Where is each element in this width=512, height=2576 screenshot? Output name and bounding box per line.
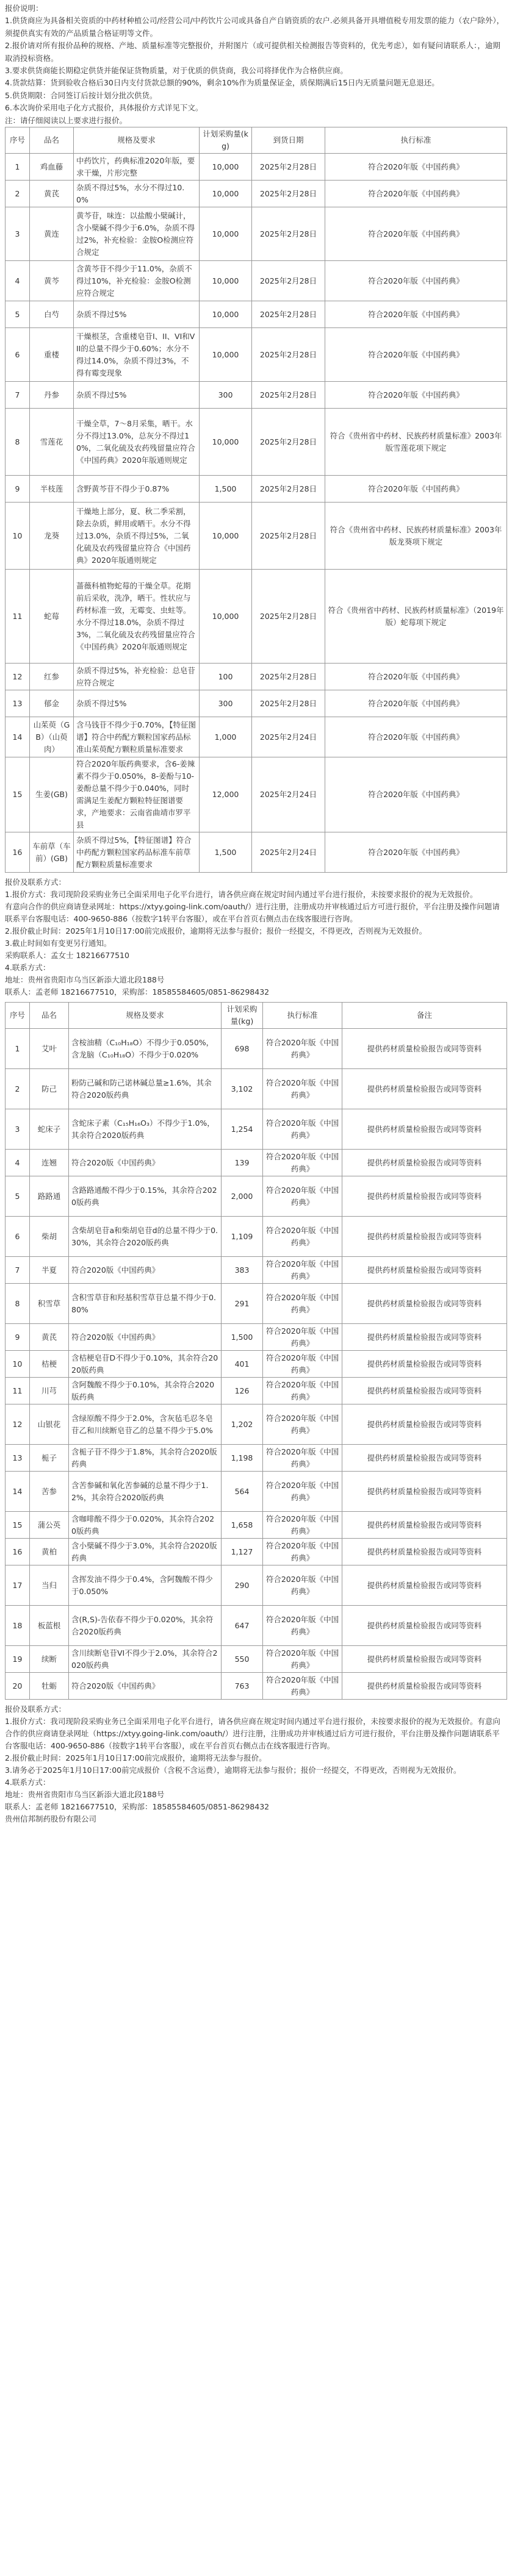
section-line: 3.请务必于2025年1月10日17:00前完成报价（含税不含运费），逾期将无法参与报价；报价一经提交，不得更改，否则视为无效报价。 [5, 1766, 461, 1775]
table-cell: 1,000 [200, 717, 252, 757]
table-cell: 符合2020年版《中国药典》 [325, 301, 507, 328]
table-cell: 符合2020年版《中国药典》 [325, 207, 507, 261]
table-cell: 符合2020年版《中国药典》 [325, 832, 507, 873]
table-cell: 6 [5, 328, 30, 382]
table-row [5, 1445, 507, 1472]
table-cell: 符合2020年版《中国药典》 [325, 382, 507, 409]
col-header-standard: 执行标准 [263, 1003, 342, 1029]
table-cell: 雪莲花 [30, 409, 74, 476]
table-cell: 763 [222, 1673, 263, 1700]
table-cell: 3 [5, 207, 30, 261]
table-row [5, 409, 507, 476]
col-header-index: 序号 [5, 127, 30, 154]
table-cell: 符合2020版《中国药典》 [69, 1673, 222, 1700]
table-cell: 1,500 [222, 1324, 263, 1351]
section-line: 采购联系人：孟女士 18216677510 [5, 951, 129, 961]
table-cell: 11 [5, 570, 30, 664]
table-cell: 含柴胡皂苷a和柴胡皂苷d的总量不得少于0.30%，其余符合2020版药典 [69, 1217, 222, 1257]
table-cell: 1,254 [222, 1109, 263, 1150]
table-cell: 牡蛎 [30, 1673, 69, 1700]
table-cell: 4 [5, 1150, 30, 1176]
table-cell: 12,000 [200, 757, 252, 832]
table-cell: 564 [222, 1472, 263, 1512]
quote-contact-section-1 [5, 876, 507, 998]
table-cell: 1,198 [222, 1445, 263, 1472]
table-row [5, 1472, 507, 1512]
table-row [5, 1284, 507, 1324]
table-cell: 13 [5, 690, 30, 717]
table-cell: 含咖啡酸不得少于0.020%，其余符合2020版药典 [69, 1512, 222, 1539]
table-cell: 100 [200, 664, 252, 690]
table-cell: 290 [222, 1565, 263, 1606]
table-row [5, 207, 507, 261]
section-line: 地址：贵州省贵阳市乌当区新添大道北段188号 [5, 1790, 165, 1800]
table-cell: 2025年2月28日 [252, 476, 325, 503]
table-cell: 符合2020年版《中国药典》 [325, 664, 507, 690]
table-row [5, 301, 507, 328]
table-cell: 提供药材质量检验报告或同等资料 [342, 1646, 507, 1673]
col-header-remark: 备注 [342, 1003, 507, 1029]
table-cell: 提供药材质量检验报告或同等资料 [342, 1284, 507, 1324]
table-cell: 提供药材质量检验报告或同等资料 [342, 1565, 507, 1606]
section-line: 2.报价截止时间：2025年1月10日17:00前完成报价，逾期将无法参与报价；报价一经提交，不得更改，否则视为无效报价。 [5, 926, 427, 936]
table-cell: 含积雪草苷和羟基积雪草苷总量不得少于0.80% [69, 1284, 222, 1324]
table-row [5, 476, 507, 503]
table-cell: 17 [5, 1565, 30, 1606]
table-cell: 含野黄芩苷不得少于0.87% [74, 476, 200, 503]
col-header-spec: 规格及要求 [74, 127, 200, 154]
table-cell: 2025年2月24日 [252, 717, 325, 757]
note-line: 5.供货期限：合同签订后按计划分批次供货。 [5, 90, 157, 100]
table-cell: 2025年2月28日 [252, 328, 325, 382]
section-line: 3.截止时间如有变更另行通知。 [5, 939, 112, 948]
table-cell: 半夏 [30, 1257, 69, 1284]
table-cell: 符合2020年版《中国药典》 [263, 1029, 342, 1069]
section-line: 2.报价截止时间：2025年1月10日17:00前完成报价，逾期将无法参与报价。 [5, 1753, 267, 1763]
table-row [5, 570, 507, 664]
table-cell: 符合2020年版《中国药典》 [325, 154, 507, 181]
table-cell: 383 [222, 1257, 263, 1284]
note-line: 6.本次询价采用电子化方式报价，具体报价方式详见下文。 [5, 103, 203, 113]
table-cell: 艾叶 [30, 1029, 69, 1069]
table-row [5, 1565, 507, 1606]
table-cell: 10,000 [200, 261, 252, 301]
table-cell: 符合2020年版《中国药典》 [263, 1565, 342, 1606]
table-cell: 8 [5, 1284, 30, 1324]
table-row [5, 1646, 507, 1673]
table-row [5, 328, 507, 382]
table-cell: 1,500 [200, 832, 252, 873]
table-cell: 1 [5, 1029, 30, 1069]
table-cell: 符合2020年版《中国药典》 [263, 1150, 342, 1176]
table-cell: 鸡血藤 [30, 154, 74, 181]
table-cell: 含路路通酸不得少于0.15%，其余符合2020版药典 [69, 1176, 222, 1217]
table-cell: 401 [222, 1351, 263, 1378]
table-row [5, 1176, 507, 1217]
table-cell: 18 [5, 1606, 30, 1646]
table-cell: 2025年2月28日 [252, 181, 325, 207]
note-line: 3.要求供货商能长期稳定供货并能保证货物质量，对于优质的供货商，我公司将择优作为合格供应商。 [5, 66, 348, 76]
quote-contact-section-2 [5, 1703, 507, 1825]
table-cell: 连翘 [30, 1150, 69, 1176]
table-cell: 10,000 [200, 301, 252, 328]
table-cell: 山茱萸（GB）（山萸肉） [30, 717, 74, 757]
section-line: 1.报价方式：我司现阶段采购业务已全面采用电子化平台进行，请各供应商在规定时间内通过平台进行报价，未按要求报价的视为无效报价。有意向合作的供应商请登录网址（https://xtyy.going-link.com/oauth/）进行注册，注册成功并审核通过后方可进行报价，平台注册及操作问题请联系平台客服电话：400-9650-886（按数字1转平台客服），或在平台首页右侧点击在线客服进行咨询。 [5, 1717, 500, 1751]
table-cell: 2025年2月28日 [252, 409, 325, 476]
table-cell: 提供药材质量检验报告或同等资料 [342, 1673, 507, 1700]
section-line: 4.联系方式： [5, 1778, 51, 1787]
table-cell: 符合2020年版《中国药典》 [263, 1404, 342, 1445]
table-cell: 提供药材质量检验报告或同等资料 [342, 1512, 507, 1539]
table-cell: 6 [5, 1217, 30, 1257]
table-cell: 龙葵 [30, 503, 74, 570]
table-header-row [5, 1003, 507, 1029]
table-cell: 含阿魏酸不得少于0.10%，其余符合2020版药典 [69, 1378, 222, 1404]
table-cell: 符合2020版《中国药典》 [69, 1324, 222, 1351]
table-cell: 半枝莲 [30, 476, 74, 503]
col-header-standard: 执行标准 [325, 127, 507, 154]
table-row [5, 1673, 507, 1700]
table-cell: 1,202 [222, 1404, 263, 1445]
section-line: 地址：贵州省贵阳市乌当区新添大道北段188号 [5, 975, 165, 985]
table-cell: 蒲公英 [30, 1512, 69, 1539]
table-cell: 黄芩 [30, 261, 74, 301]
table-cell: 符合2020年版《中国药典》 [263, 1069, 342, 1109]
table-cell: 黄柏 [30, 1539, 69, 1565]
table-cell: 符合2020年版《中国药典》 [325, 261, 507, 301]
table-cell: 含(R,S)-告依春不得少于0.020%，其余符合2020版药典 [69, 1606, 222, 1646]
section-line: 有意向合作的供应商请登录网址：https://xtyy.going-link.com/oauth/）进行注册，注册成功并审核通过后方可进行报价，平台注册及操作问题请联系平台客服电话：400-9650-886（按数字1转平台客服），或在平台首页右侧点击在线客服进行咨询。 [5, 902, 500, 924]
table-cell: 4 [5, 261, 30, 301]
table-cell: 1 [5, 154, 30, 181]
section-line: 联系人：孟老师 18216677510，采购部：18585584605/0851-86298432 [5, 1802, 270, 1812]
table-cell: 粉防己碱和防己诺林碱总量≥1.6%，其余符合2020版药典 [69, 1069, 222, 1109]
table-cell: 符合2020年版《中国药典》 [325, 717, 507, 757]
quotation-notes [5, 2, 507, 127]
table-cell: 14 [5, 717, 30, 757]
table-row [5, 1324, 507, 1351]
table-cell: 杂质不得过5% [74, 690, 200, 717]
table-cell: 3,102 [222, 1069, 263, 1109]
table-cell: 黄连 [30, 207, 74, 261]
table-row [5, 1109, 507, 1150]
table-cell: 当归 [30, 1565, 69, 1606]
table-cell: 5 [5, 301, 30, 328]
procurement-table-1 [5, 127, 507, 873]
notes-heading: 报价说明： [5, 4, 43, 13]
table-cell: 647 [222, 1606, 263, 1646]
table-cell: 杂质不得过5% [74, 301, 200, 328]
table-cell: 符合2020年版《中国药典》 [325, 476, 507, 503]
table-cell: 含小檗碱不得少于3.0%，其余符合2020版药典 [69, 1539, 222, 1565]
table-cell: 板蓝根 [30, 1606, 69, 1646]
table-cell: 符合2020年版《中国药典》 [263, 1512, 342, 1539]
section-line: 1.报价方式：我司现阶段采购业务已全面采用电子化平台进行，请各供应商在规定时间内通过平台进行报价，未按要求报价的视为无效报价。 [5, 890, 478, 900]
table-cell: 含蛇床子素（C₁₅H₁₆O₃）不得少于1.0%，其余符合2020版药典 [69, 1109, 222, 1150]
table-cell: 2025年2月28日 [252, 301, 325, 328]
table-cell: 10 [5, 503, 30, 570]
table-cell: 含绿原酸不得少于2.0%，含灰毡毛忍冬皂苷乙和川续断皂苷乙的总量不得少于5.0% [69, 1404, 222, 1445]
section-line: 联系人：孟老师 18216677510，采购部：18585584605/0851-86298432 [5, 987, 270, 997]
table-cell: 1,658 [222, 1512, 263, 1539]
table-cell: 杂质不得过5%，【特征图谱】符合中药配方颗粒国家药品标准车前草配方颗粒质量标准要求 [74, 832, 200, 873]
table-cell: 符合2020年版药典要求，含6-姜辣素不得少于0.050%，8-姜酚与10-姜酚总量不得少于0.040%，同时需满足生姜配方颗粒特征图谱要求，产地要求：云南省曲靖市罗平县 [74, 757, 200, 832]
procurement-table-2 [5, 1002, 507, 1700]
table-cell: 符合2020年版《中国药典》 [263, 1673, 342, 1700]
col-header-name: 品名 [30, 127, 74, 154]
table-cell: 10,000 [200, 154, 252, 181]
table-cell: 提供药材质量检验报告或同等资料 [342, 1150, 507, 1176]
table-cell: 栀子 [30, 1445, 69, 1472]
table-cell: 10,000 [200, 570, 252, 664]
table-cell: 含桉油精（C₁₀H₁₈O）不得少于0.050%，含龙脑（C₁₀H₁₈O）不得少于0.020% [69, 1029, 222, 1069]
table-cell: 符合2020年版《中国药典》 [263, 1472, 342, 1512]
table-cell: 1,500 [200, 476, 252, 503]
table-cell: 符合2020年版《中国药典》 [263, 1324, 342, 1351]
table-cell: 含栀子苷不得少于1.8%，其余符合2020版药典 [69, 1445, 222, 1472]
table-cell: 郁金 [30, 690, 74, 717]
table-cell: 12 [5, 1404, 30, 1445]
table-row [5, 154, 507, 181]
table-cell: 提供药材质量检验报告或同等资料 [342, 1378, 507, 1404]
table-cell: 含挥发油不得少于0.4%，含阿魏酸不得少于0.050% [69, 1565, 222, 1606]
table-row [5, 717, 507, 757]
table-cell: 山银花 [30, 1404, 69, 1445]
col-header-spec: 规格及要求 [69, 1003, 222, 1029]
table-cell: 14 [5, 1472, 30, 1512]
table-cell: 126 [222, 1378, 263, 1404]
table-row [5, 832, 507, 873]
col-header-quantity: 计划采购量(kg) [200, 127, 252, 154]
table-cell: 符合2020年版《中国药典》 [325, 181, 507, 207]
table-cell: 10,000 [200, 207, 252, 261]
table-cell: 杂质不得过5%，补充检验：总皂苷应符合规定 [74, 664, 200, 690]
table-cell: 300 [200, 382, 252, 409]
table-row [5, 261, 507, 301]
table-cell: 符合2020年版《中国药典》 [263, 1217, 342, 1257]
table-cell: 2025年2月28日 [252, 503, 325, 570]
note-line: 4.货款结算：货到验收合格后30日内支付货款总额的90%，剩余10%作为质量保证金，质保期满后15日内无质量问题无息退还。 [5, 78, 439, 88]
table-cell: 符合《贵州省中药材、民族药材质量标准》（2019年版）蛇莓项下规定 [325, 570, 507, 664]
table-cell: 19 [5, 1646, 30, 1673]
table-cell: 符合2020年版《中国药典》 [325, 328, 507, 382]
table-cell: 16 [5, 1539, 30, 1565]
table-cell: 符合2020版《中国药典》 [69, 1150, 222, 1176]
table-cell: 7 [5, 1257, 30, 1284]
table-cell: 提供药材质量检验报告或同等资料 [342, 1539, 507, 1565]
table-cell: 黄芪 [30, 181, 74, 207]
table-cell: 积雪草 [30, 1284, 69, 1324]
table-cell: 15 [5, 1512, 30, 1539]
table-cell: 续断 [30, 1646, 69, 1673]
section-heading: 报价及联系方式： [5, 878, 67, 887]
table-cell: 符合2020年版《中国药典》 [325, 690, 507, 717]
table-cell: 符合2020年版《中国药典》 [263, 1646, 342, 1673]
table-cell: 含苦参碱和氧化苦参碱的总量不得少于1.2%，其余符合2020版药典 [69, 1472, 222, 1512]
table-cell: 10,000 [200, 503, 252, 570]
table-cell: 提供药材质量检验报告或同等资料 [342, 1445, 507, 1472]
table-cell: 550 [222, 1646, 263, 1673]
table-cell: 符合2020年版《中国药典》 [263, 1351, 342, 1378]
table-row [5, 1404, 507, 1445]
table-cell: 提供药材质量检验报告或同等资料 [342, 1109, 507, 1150]
table-row [5, 1606, 507, 1646]
note-line: 注：请仔细阅读以上要求进行报价。 [5, 115, 128, 125]
table-row [5, 1217, 507, 1257]
table-cell: 杂质不得过5%，水分不得过10.0% [74, 181, 200, 207]
table-cell: 139 [222, 1150, 263, 1176]
table-cell: 干燥根茎，含重楼皂苷I、II、VI和VII的总量不得少于0.60%；水分不得过14.0%，杂质不得过3%，不得有霉变现象 [74, 328, 200, 382]
table-row [5, 1029, 507, 1069]
table-cell: 提供药材质量检验报告或同等资料 [342, 1176, 507, 1217]
table-cell: 2025年2月24日 [252, 832, 325, 873]
table-row [5, 664, 507, 690]
table-cell: 698 [222, 1029, 263, 1069]
table-cell: 蛇床子 [30, 1109, 69, 1150]
table-cell: 2025年2月28日 [252, 261, 325, 301]
table-cell: 2 [5, 1069, 30, 1109]
table-cell: 桔梗 [30, 1351, 69, 1378]
table-cell: 符合《贵州省中药材、民族药材质量标准》2003年版雪莲花项下规定 [325, 409, 507, 476]
table-cell: 2025年2月28日 [252, 690, 325, 717]
table-row [5, 1150, 507, 1176]
table-cell: 300 [200, 690, 252, 717]
table-cell: 2025年2月28日 [252, 570, 325, 664]
table-cell: 13 [5, 1445, 30, 1472]
table-cell: 提供药材质量检验报告或同等资料 [342, 1069, 507, 1109]
table-cell: 1,127 [222, 1539, 263, 1565]
table-cell: 防己 [30, 1069, 69, 1109]
table-cell: 生姜(GB) [30, 757, 74, 832]
table-cell: 蛇莓 [30, 570, 74, 664]
table-cell: 含黄芩苷不得少于11.0%，杂质不得过10%，补充检验：金胺O检测应符合规定 [74, 261, 200, 301]
section-heading: 报价及联系方式： [5, 1705, 67, 1714]
table-cell: 川芎 [30, 1378, 69, 1404]
table-cell: 含川续断皂苷VI不得少于2.0%，其余符合2020版药典 [69, 1646, 222, 1673]
table-cell: 柴胡 [30, 1217, 69, 1257]
table-cell: 10,000 [200, 181, 252, 207]
table-header-row [5, 127, 507, 154]
table-cell: 含桔梗皂苷D不得少于0.10%，其余符合2020版药典 [69, 1351, 222, 1378]
table-cell: 符合2020年版《中国药典》 [263, 1445, 342, 1472]
note-line: 1.供货商应为具备相关资质的中药材种植公司/经营公司/中药饮片公司或具备自产自销资质的农户.必须具备开具增值税专用发票的能力（农户除外），须提供真实有效的产品质量合格证明等文件。 [5, 16, 505, 38]
col-header-quantity: 计划采购量(kg) [222, 1003, 263, 1029]
table-cell: 符合2020版《中国药典》 [69, 1257, 222, 1284]
company-name: 贵州信邦制药股份有限公司 [5, 1814, 97, 1824]
table-cell: 10,000 [200, 328, 252, 382]
table-cell: 白芍 [30, 301, 74, 328]
table-cell: 8 [5, 409, 30, 476]
table-cell: 干燥地上部分，夏、秋二季采割，除去杂质，鲜用或晒干。水分不得过13.0%，杂质不得过5%，二氧化硫及农药残留量应符合《中国药典》2020年版通则规定 [74, 503, 200, 570]
table-cell: 提供药材质量检验报告或同等资料 [342, 1324, 507, 1351]
table-cell: 2025年2月28日 [252, 664, 325, 690]
table-cell: 2 [5, 181, 30, 207]
table-cell: 提供药材质量检验报告或同等资料 [342, 1606, 507, 1646]
table-cell: 9 [5, 476, 30, 503]
table-cell: 含马钱苷不得少于0.70%，【特征图谱】符合中药配方颗粒国家药品标准山茱萸配方颗粒质量标准要求 [74, 717, 200, 757]
table-cell: 苦参 [30, 1472, 69, 1512]
table-cell: 符合2020年版《中国药典》 [263, 1539, 342, 1565]
table-cell: 2,000 [222, 1176, 263, 1217]
table-cell: 中药饮片，药典标准2020年版，要求干燥，片形完整 [74, 154, 200, 181]
table-cell: 12 [5, 664, 30, 690]
table-cell: 符合《贵州省中药材、民族药材质量标准》2003年版龙葵项下规定 [325, 503, 507, 570]
table-row [5, 1069, 507, 1109]
table-cell: 11 [5, 1378, 30, 1404]
table-cell: 10,000 [200, 409, 252, 476]
col-header-index: 序号 [5, 1003, 30, 1029]
table-cell: 提供药材质量检验报告或同等资料 [342, 1217, 507, 1257]
table-row [5, 181, 507, 207]
note-line: 2.报价请对所有报价品种的规格、产地、质量标准等完整报价，并附图片（或可提供相关检测报告等资料的，优先考虑），如有疑问请联系人：，逾期取消投标资格。 [5, 41, 500, 63]
table-cell: 车前草（车前）(GB) [30, 832, 74, 873]
table-row [5, 690, 507, 717]
table-cell: 291 [222, 1284, 263, 1324]
table-cell: 20 [5, 1673, 30, 1700]
table-cell: 重楼 [30, 328, 74, 382]
table-cell: 10 [5, 1351, 30, 1378]
table-cell: 红参 [30, 664, 74, 690]
table-cell: 黄芩苷，味连：以盐酸小檗碱计，含小檗碱不得少于6.0%，杂质不得过2%，补充检验：金胺O检测应符合规定 [74, 207, 200, 261]
table-row [5, 1351, 507, 1378]
table-cell: 7 [5, 382, 30, 409]
table-cell: 2025年2月24日 [252, 757, 325, 832]
table-cell: 16 [5, 832, 30, 873]
table-cell: 提供药材质量检验报告或同等资料 [342, 1257, 507, 1284]
section-line: 4.联系方式： [5, 963, 51, 973]
table-cell: 路路通 [30, 1176, 69, 1217]
table-cell: 黄芪 [30, 1324, 69, 1351]
table-row [5, 1257, 507, 1284]
col-header-name: 品名 [30, 1003, 69, 1029]
table-cell: 提供药材质量检验报告或同等资料 [342, 1404, 507, 1445]
table-cell: 提供药材质量检验报告或同等资料 [342, 1351, 507, 1378]
table-cell: 提供药材质量检验报告或同等资料 [342, 1029, 507, 1069]
table-cell: 蔷薇科植物蛇莓的干燥全草。花期前后采收，洗净，晒干。性状应与药材标准一致，无霉变、虫蛀等。水分不得过18.0%，杂质不得过3%，二氧化硫及农药残留量应符合《中国药典》2020年版通则规定 [74, 570, 200, 664]
col-header-date: 到货日期 [252, 127, 325, 154]
table-cell: 15 [5, 757, 30, 832]
table-cell: 丹参 [30, 382, 74, 409]
table-row [5, 1512, 507, 1539]
table-row [5, 757, 507, 832]
table-row [5, 503, 507, 570]
table-cell: 符合2020年版《中国药典》 [263, 1378, 342, 1404]
table-cell: 2025年2月28日 [252, 382, 325, 409]
table-cell: 符合2020年版《中国药典》 [263, 1257, 342, 1284]
table-cell: 符合2020年版《中国药典》 [263, 1176, 342, 1217]
table-row [5, 382, 507, 409]
table-row [5, 1539, 507, 1565]
table-cell: 9 [5, 1324, 30, 1351]
table-cell: 1,109 [222, 1217, 263, 1257]
table-row [5, 1378, 507, 1404]
table-cell: 符合2020年版《中国药典》 [263, 1109, 342, 1150]
table-cell: 杂质不得过5% [74, 382, 200, 409]
table-cell: 提供药材质量检验报告或同等资料 [342, 1472, 507, 1512]
table-cell: 5 [5, 1176, 30, 1217]
table-cell: 符合2020年版《中国药典》 [263, 1606, 342, 1646]
table-cell: 符合2020年版《中国药典》 [325, 757, 507, 832]
table-cell: 符合2020年版《中国药典》 [263, 1284, 342, 1324]
table-cell: 干燥全草，7～8月采集，晒干。水分不得过13.0%，总灰分不得过10%，二氧化硫及农药残留量应符合《中国药典》2020年版通则规定 [74, 409, 200, 476]
table-cell: 3 [5, 1109, 30, 1150]
table-cell: 2025年2月28日 [252, 154, 325, 181]
table-cell: 2025年2月28日 [252, 207, 325, 261]
